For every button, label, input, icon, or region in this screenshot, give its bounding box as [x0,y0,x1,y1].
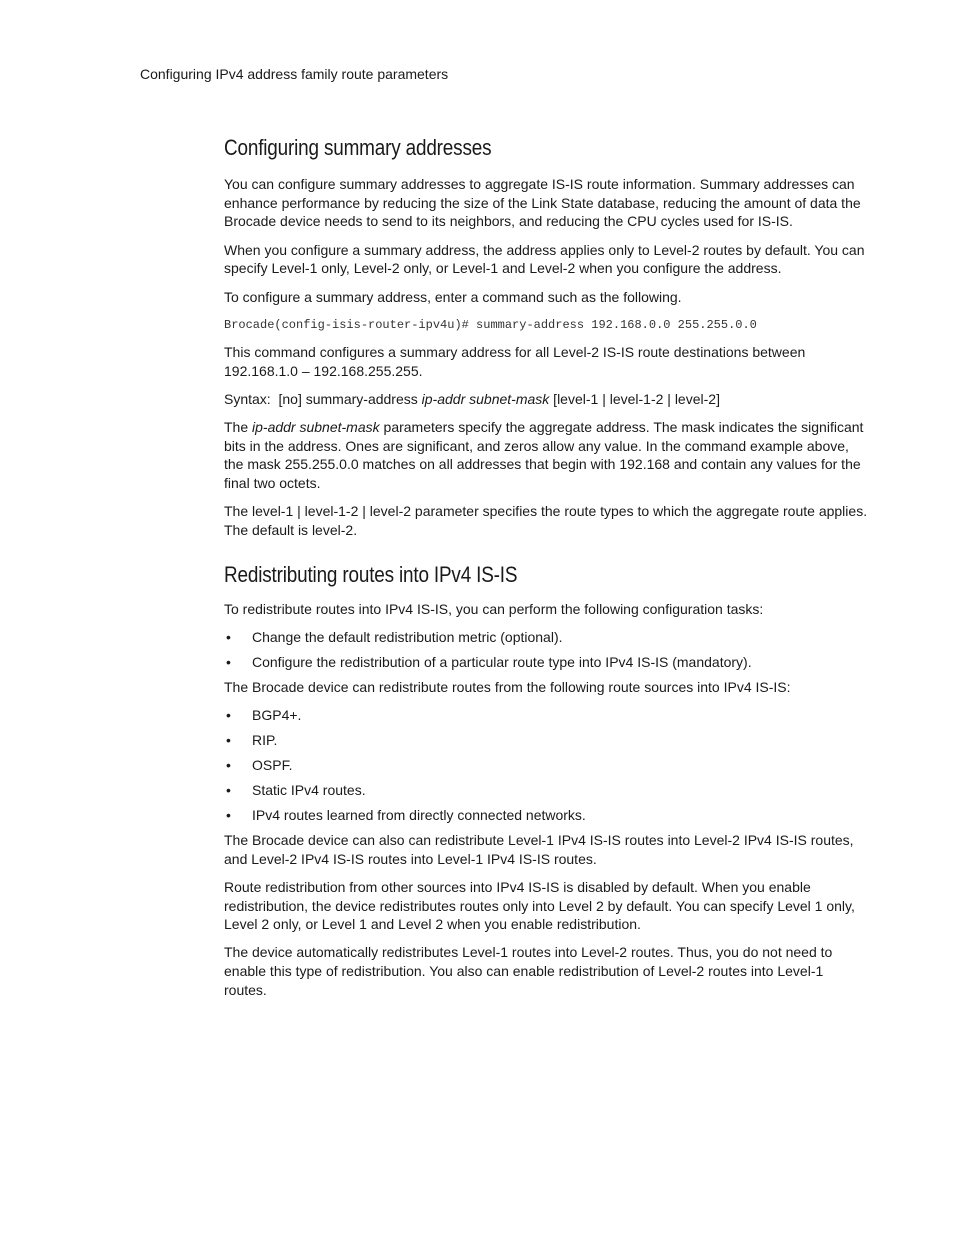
paragraph: The Brocade device can also can redistribute Level-1 IPv4 IS-IS routes into Level-2 IPv4 IS-IS routes, and Level-2 IPv4 IS-IS routes into Level-1 IPv4 IS-IS routes. [224,831,854,867]
syntax-params: ip-addr subnet-mask [421,391,550,408]
list-item [224,756,868,775]
text-run: The [224,418,253,435]
paragraph: You can configure summary addresses to aggregate IS-IS route information. Summary addresses can enhance performance by reducing the size of the Link State database, reducing the amount of data the Brocade device needs to send to its neighbors, and reducing the CPU cycles used for IS-IS. [224,176,861,230]
syntax-label: Syntax: [224,391,271,408]
section-heading-summary-addresses: Configuring summary addresses [224,135,492,160]
bullet-icon: • [226,628,231,645]
list-item [224,653,868,672]
text-run: parameters specify the aggregate address. The mask indicates the significant bits in the address. Ones are significant, and zeros allow any value. In the command example above, the mask 255.255.0.0 matches on all addresses that begin with 192.168 and contain any values for the final two octets. [224,418,864,491]
syntax-command: [no] summary-address [278,391,418,408]
section-heading-redistributing-routes: Redistributing routes into IPv4 IS-IS [224,561,518,587]
list-item-text: Static IPv4 routes. [252,781,366,798]
bullet-icon: • [226,706,231,723]
text-run: parameter specifies the route types to which the aggregate route applies. The default is [224,503,868,538]
list-item [224,806,868,825]
source-list [224,706,868,825]
bullet-icon: • [226,781,231,798]
syntax-levels: level-1 | level-1-2 | level-2 [557,391,717,408]
syntax-line [224,390,868,409]
default-term: level-2 [311,521,354,538]
bullet-icon: • [226,756,231,773]
command-example: Brocade(config-isis-router-ipv4u)# summary-address 192.168.0.0 255.255.0.0 [224,317,757,332]
list-item [224,628,868,647]
paragraph-params [224,418,868,493]
page-content [224,128,868,1009]
paragraph-levels [224,502,868,539]
bullet-icon: • [226,806,231,823]
list-item-text: Configure the redistribution of a particular route type into IPv4 IS-IS (mandatory). [252,653,752,670]
list-item-text: OSPF. [252,756,293,773]
syntax-close-bracket: ] [716,391,720,408]
paragraph: This command configures a summary address for all Level-2 IS-IS route destinations between 192.168.1.0 – 192.168.255.255. [224,344,806,379]
text-run: The [224,503,253,520]
paragraph: When you configure a summary address, the address applies only to Level-2 routes by default. You can specify Level-1 only, Level-2 only, or Level-1 and Level-2 when you configure the address. [224,241,865,277]
list-item [224,706,868,725]
list-item-text: BGP4+. [252,706,302,723]
list-item [224,781,868,800]
task-list [224,628,868,672]
list-item [224,731,868,750]
list-item-text: RIP. [252,731,278,748]
paragraph: To redistribute routes into IPv4 IS-IS, you can perform the following configuration tasks: [224,600,764,617]
bullet-icon: • [226,731,231,748]
paragraph: To configure a summary address, enter a command such as the following. [224,288,682,305]
running-header: Configuring IPv4 address family route parameters [140,66,449,82]
syntax-open-bracket: [ [553,391,558,408]
paragraph: Route redistribution from other sources into IPv4 IS-IS is disabled by default. When you enable redistribution, the device redistributes routes only into Level 2 by default. You can specify Level 1 only, Level 2 only, or Level 1 and Level 2 when you enable redistribution. [224,878,855,933]
list-item-text: Change the default redistribution metric (optional). [252,628,563,645]
params-term: ip-addr subnet-mask [252,418,380,435]
levels-term: level-1 | level-1-2 | level-2 [252,503,412,520]
bullet-icon: • [226,653,231,670]
paragraph: The Brocade device can redistribute routes from the following route sources into IPv4 IS-IS: [224,678,791,695]
list-item-text: IPv4 routes learned from directly connected networks. [252,806,586,823]
text-run: . [353,521,358,538]
paragraph: The device automatically redistributes Level-1 routes into Level-2 routes. Thus, you do not need to enable this type of redistribution. You also can enable redistribution of Level-2 routes into Level-1 routes. [224,944,833,998]
